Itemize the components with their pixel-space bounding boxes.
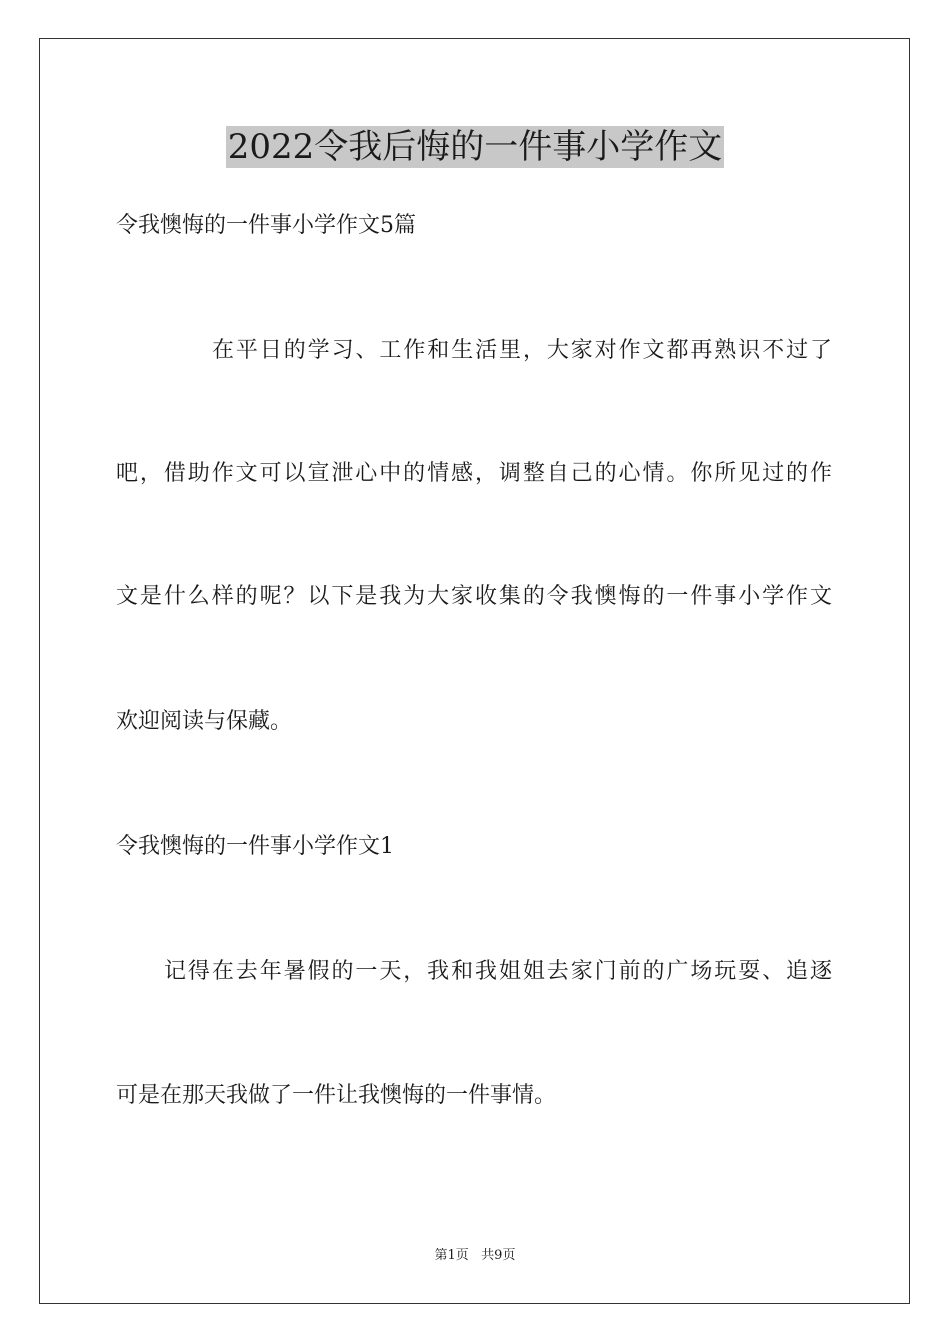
subtitle: 令我懊悔的一件事小学作文5篇 [116, 213, 416, 238]
title-container [0, 126, 950, 168]
paragraph-line-1: 在平日的学习、工作和生活里，大家对作文都再熟识不过了 [212, 338, 832, 363]
paragraph-line-4: 欢迎阅读与保藏。 [116, 709, 293, 734]
section-heading: 令我懊悔的一件事小学作文1 [116, 834, 394, 859]
page-footer: 第1页 共9页 [434, 1248, 516, 1263]
paragraph-line-3: 文是什么样的呢？以下是我为大家收集的令我懊悔的一件事小学作文 [116, 584, 832, 609]
body-line-1: 记得在去年暑假的一天，我和我姐姐去家门前的广场玩耍、追逐 [164, 959, 832, 984]
body-line-2: 可是在那天我做了一件让我懊悔的一件事情。 [116, 1083, 557, 1108]
document-title: 2022令我后悔的一件事小学作文 [227, 127, 723, 167]
paragraph-line-2: 吧，借助作文可以宣泄心中的情感，调整自己的心情。你所见过的作 [116, 461, 832, 486]
